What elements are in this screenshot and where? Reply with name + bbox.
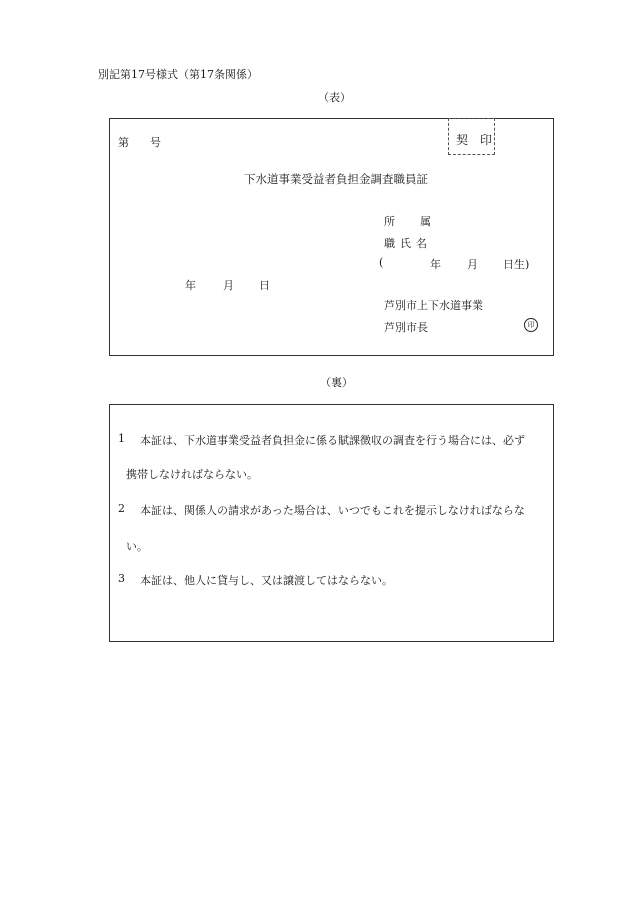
seal-label: 契 印 [456,133,493,147]
name-label-b: 氏 [400,237,411,250]
affiliation-label-a: 所 [384,215,395,228]
card-front [109,118,554,356]
item-number: 1 [118,432,125,445]
affiliation-label-b: 属 [420,215,431,228]
item-continuation: 携帯しなければならない。 [126,468,258,481]
birth-month-label: 月 [467,258,478,271]
card-back [109,404,554,642]
form-label: 別記第17号様式（第17条関係） [98,68,258,81]
issue-day-label: 日 [259,279,270,292]
number-prefix: 第 [118,136,129,149]
seal-stamp-icon: 印 [524,318,538,332]
back-caption: （裏） [320,376,353,389]
item-continuation: い。 [126,540,148,553]
name-label-a: 職 [384,237,395,250]
number-suffix: 号 [150,136,161,149]
item-number: 3 [118,572,125,585]
card-title: 下水道事業受益者負担金調査職員証 [244,172,428,186]
issuing-organization: 芦別市上下水道事業 [384,299,483,312]
issue-month-label: 月 [223,279,234,292]
item-text: 本証は、関係人の請求があった場合は、いつでもこれを提示しなければならな [140,504,525,517]
front-caption: （表） [318,91,351,104]
birth-day-label: 日生) [503,258,530,271]
name-label-c: 名 [416,237,427,250]
item-number: 2 [118,502,125,515]
birth-paren-open: ( [379,256,384,269]
item-text: 本証は、他人に貸与し、又は譲渡してはならない。 [140,574,393,587]
seal-box [448,118,495,155]
birth-year-label: 年 [430,258,441,271]
item-text: 本証は、下水道事業受益者負担金に係る賦課徴収の調査を行う場合には、必ず [140,434,525,447]
mayor-title: 芦別市長 [384,321,428,334]
issue-year-label: 年 [185,279,196,292]
